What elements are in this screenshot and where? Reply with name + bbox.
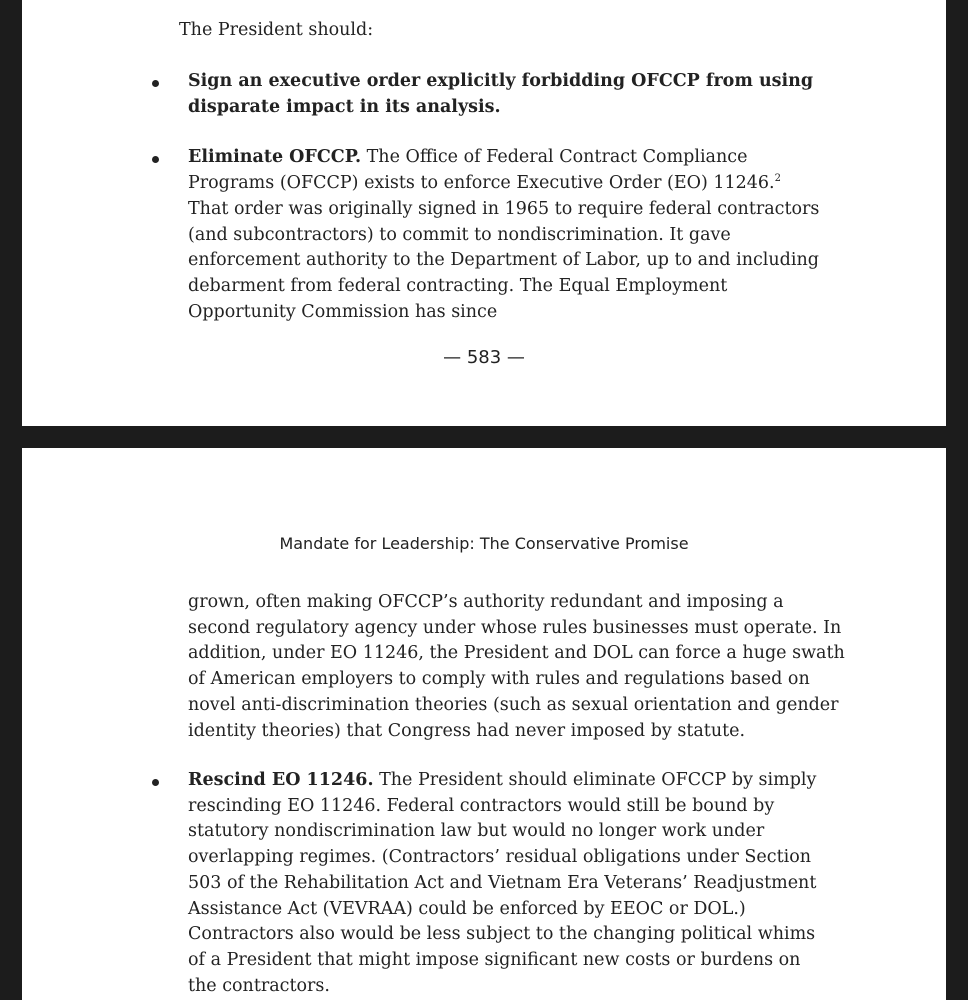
- intro-text: The President should:: [179, 20, 374, 40]
- recommendation-heading: Sign an executive order explicitly forbidding OFCCP from using disparate impact in its analysis.: [188, 71, 814, 117]
- bullet-icon: [152, 80, 159, 87]
- footnote-marker[interactable]: 2: [774, 173, 781, 185]
- list-item: [152, 145, 822, 325]
- list-item: [152, 69, 822, 120]
- recommendation-text: The Office of Federal Contract Compliance Programs (OFCCP) exists to enforce Executive Order (EO) 11246.: [188, 147, 775, 194]
- page-584: [22, 448, 946, 1000]
- running-head: Mandate for Leadership: The Conservative Promise: [279, 534, 689, 553]
- bullet-icon: [152, 156, 159, 163]
- continuation-paragraph: grown, often making OFCCP’s authority redundant and imposing a second regulatory agency under whose rules businesses must operate. In addition, under EO 11246, the President and DOL can force a huge swath of American employers to comply with rules and regulations based on novel anti-discrimination theories (such as sexual orientation and gender identity theories) that Congress had never imposed by statute.: [188, 592, 845, 741]
- list-item: [152, 768, 822, 999]
- page-583: [22, 0, 946, 426]
- recommendation-text: The President should eliminate OFCCP by simply rescinding EO 11246. Federal contractors would still be bound by statutory nondiscrimination law but would no longer work under overlapping regimes. (Contractors’ residual obligations under Section 503 of the Rehabilitation Act and Vietnam Era Veterans’ Readjustment Assistance Act (VEVRAA) could be enforced by EEOC or DOL.) Contractors also would be less subject to the changing political whims of a President that might impose significant new costs or burdens on the contractors.: [188, 770, 817, 996]
- bullet-icon: [152, 779, 159, 786]
- recommendation-heading: Eliminate OFCCP.: [188, 147, 362, 168]
- recommendation-list: [152, 768, 822, 1000]
- recommendation-list: [152, 69, 822, 350]
- recommendation-text-continued: That order was originally signed in 1965 to require federal contractors (and subcontractors) to commit to nondiscrimination. It gave enforcement authority to the Department of Labor, up to and including debarment from federal contracting. The Equal Employment Opportunity Commission has since: [188, 198, 820, 322]
- page-number: — 583 —: [443, 347, 525, 368]
- recommendation-heading: Rescind EO 11246.: [188, 770, 374, 790]
